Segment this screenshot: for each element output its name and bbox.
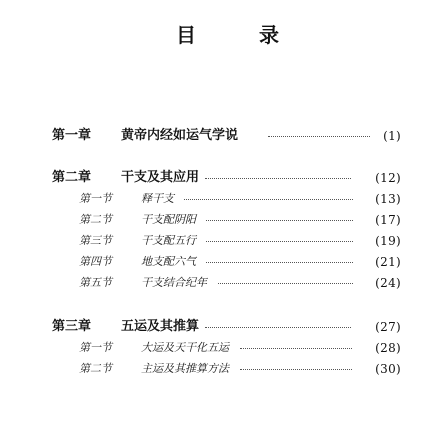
page-number: (17) (375, 213, 401, 227)
toc-title: 目 录 (176, 23, 307, 47)
leader-dots (240, 369, 352, 370)
chapter-number: 第一章 (52, 128, 92, 143)
page-number: (24) (375, 276, 401, 290)
section-title: 大运及天干化五运 (141, 341, 229, 354)
page-number: (30) (375, 362, 401, 376)
section-number: 第二节 (79, 362, 112, 375)
section-title: 干支配阴阳 (141, 213, 196, 226)
page-number: (19) (375, 234, 401, 248)
toc-entry-section-2-4[interactable] (0, 254, 446, 270)
section-title: 主运及其推算方法 (141, 362, 229, 375)
leader-dots (206, 241, 353, 242)
section-title: 干支配五行 (141, 234, 196, 247)
chapter-number: 第二章 (52, 170, 92, 185)
toc-entry-section-2-3[interactable] (0, 233, 446, 249)
leader-dots (205, 327, 351, 328)
page-number: (1) (383, 129, 401, 143)
toc-entry-section-3-1[interactable] (0, 340, 446, 356)
toc-entry-chapter-1[interactable] (0, 128, 446, 144)
section-number: 第二节 (79, 213, 112, 226)
leader-dots (205, 178, 351, 179)
section-number: 第五节 (79, 276, 112, 289)
toc-entry-chapter-2[interactable] (0, 170, 446, 186)
page-number: (28) (375, 341, 401, 355)
leader-dots (184, 199, 353, 200)
toc-entry-section-2-2[interactable] (0, 212, 446, 228)
toc-entry-section-2-1[interactable] (0, 191, 446, 207)
chapter-title: 五运及其推算 (121, 319, 200, 334)
leader-dots (206, 262, 353, 263)
chapter-title: 黄帝内经如运气学说 (121, 128, 239, 143)
chapter-title: 干支及其应用 (121, 170, 200, 185)
toc-entry-section-3-2[interactable] (0, 361, 446, 377)
page-number: (13) (375, 192, 401, 206)
section-title: 干支结合纪年 (141, 276, 207, 289)
section-title: 地支配六气 (141, 255, 196, 268)
section-number: 第四节 (79, 255, 112, 268)
toc-entry-chapter-3[interactable] (0, 319, 446, 335)
section-number: 第一节 (79, 192, 112, 205)
leader-dots (268, 136, 370, 137)
toc-entry-section-2-5[interactable] (0, 275, 446, 291)
section-title: 释干支 (141, 192, 174, 205)
chapter-number: 第三章 (52, 319, 92, 334)
leader-dots (218, 283, 353, 284)
page-number: (21) (375, 255, 401, 269)
page-number: (12) (375, 171, 401, 185)
leader-dots (206, 220, 353, 221)
section-number: 第三节 (79, 234, 112, 247)
leader-dots (240, 348, 352, 349)
page-number: (27) (375, 320, 401, 334)
section-number: 第一节 (79, 341, 112, 354)
